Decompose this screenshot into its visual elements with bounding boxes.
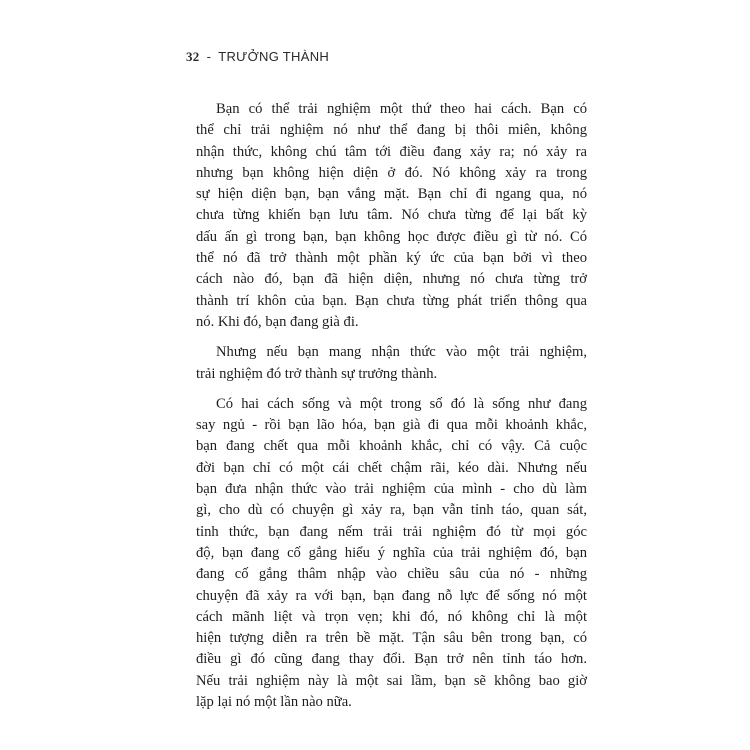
text-line: thành trí khôn của bạn. Bạn chưa từng phát triển thông qua xyxy=(196,292,587,309)
text-line: dấu ấn gì trong bạn, bạn không học được điều gì từ nó. Có xyxy=(196,228,587,245)
page-number: 32 xyxy=(186,49,200,64)
body-text xyxy=(196,99,587,722)
text-line: tỉnh thức, bạn đang nếm trải trải nghiệm đó từ mọi góc xyxy=(196,523,587,540)
text-line: đang cố gắng thâm nhập vào chiều sâu của nó - những xyxy=(196,566,587,583)
text-line: bạn đang chết qua mỗi khoảnh khắc, chỉ có vậy. Cả cuộc xyxy=(196,438,587,455)
text-line: độ, bạn đang cố gắng hiểu ý nghĩa của trải nghiệm đó, bạn xyxy=(196,544,587,561)
running-header xyxy=(186,49,329,65)
text-line: điều gì đó cũng đang thay đổi. Bạn trở nên tỉnh táo hơn. xyxy=(196,651,587,668)
paragraph-3 xyxy=(196,394,587,713)
text-line: nhận thức, không chú tâm tới điều đang xảy ra; nó xảy ra xyxy=(196,143,587,160)
text-line: đời bạn chỉ có một cái chết chậm rãi, kéo dài. Nhưng nếu xyxy=(196,459,587,476)
chapter-title: TRƯỞNG THÀNH xyxy=(218,49,330,64)
text-line: cách mãnh liệt và trọn vẹn; khi đó, nó không chỉ là một xyxy=(196,608,587,625)
text-line: bạn đưa nhận thức vào trải nghiệm của mình - cho dù làm xyxy=(196,481,587,498)
text-line: say ngủ - rồi bạn lão hóa, bạn già đi qua mỗi khoảnh khắc, xyxy=(196,417,587,434)
text-line: nó. Khi đó, bạn đang già đi. xyxy=(196,313,359,330)
text-line: Nhưng nếu bạn mang nhận thức vào một trải nghiệm, xyxy=(216,344,587,361)
paragraph-2 xyxy=(196,342,587,385)
text-line: Bạn có thể trải nghiệm một thứ theo hai cách. Bạn có xyxy=(216,101,587,117)
text-line: gì, cho dù có chuyện gì xảy ra, bạn vẫn tỉnh táo, quan sát, xyxy=(196,502,587,519)
text-line: chuyện đã xảy ra với bạn, bạn đang nỗ lực để sống nó một xyxy=(196,587,587,604)
text-line: cách nào đó, bạn đã hiện diện, nhưng nó chưa từng trở xyxy=(196,271,587,288)
header-separator: - xyxy=(206,49,212,64)
text-line: thể nó đã trở thành một phần ký ức của bạn bởi vì theo xyxy=(196,250,587,267)
text-line: trải nghiệm đó trở thành sự trưởng thành. xyxy=(196,365,438,382)
text-line: Có hai cách sống và một trong số đó là sống như đang xyxy=(216,395,587,412)
text-line: sự hiện diện bạn, bạn vắng mặt. Bạn chỉ đi ngang qua, nó xyxy=(196,186,587,203)
text-line: chưa từng khiến bạn lưu tâm. Nó chưa từng để lại bất kỳ xyxy=(196,207,587,224)
text-line: Nếu trải nghiệm này là một sai lầm, bạn sẽ không bao giờ xyxy=(196,672,587,689)
text-line: thể chỉ trải nghiệm nó như thể đang bị thôi miên, không xyxy=(196,122,587,139)
text-line: nhưng bạn không hiện diện ở đó. Nó không xảy ra trong xyxy=(196,164,587,181)
text-line: hiện tượng diễn ra trên bề mặt. Tận sâu bên trong bạn, có xyxy=(196,630,587,647)
paragraph-1 xyxy=(196,99,587,333)
text-line: lặp lại nó một lần nào nữa. xyxy=(196,694,352,711)
